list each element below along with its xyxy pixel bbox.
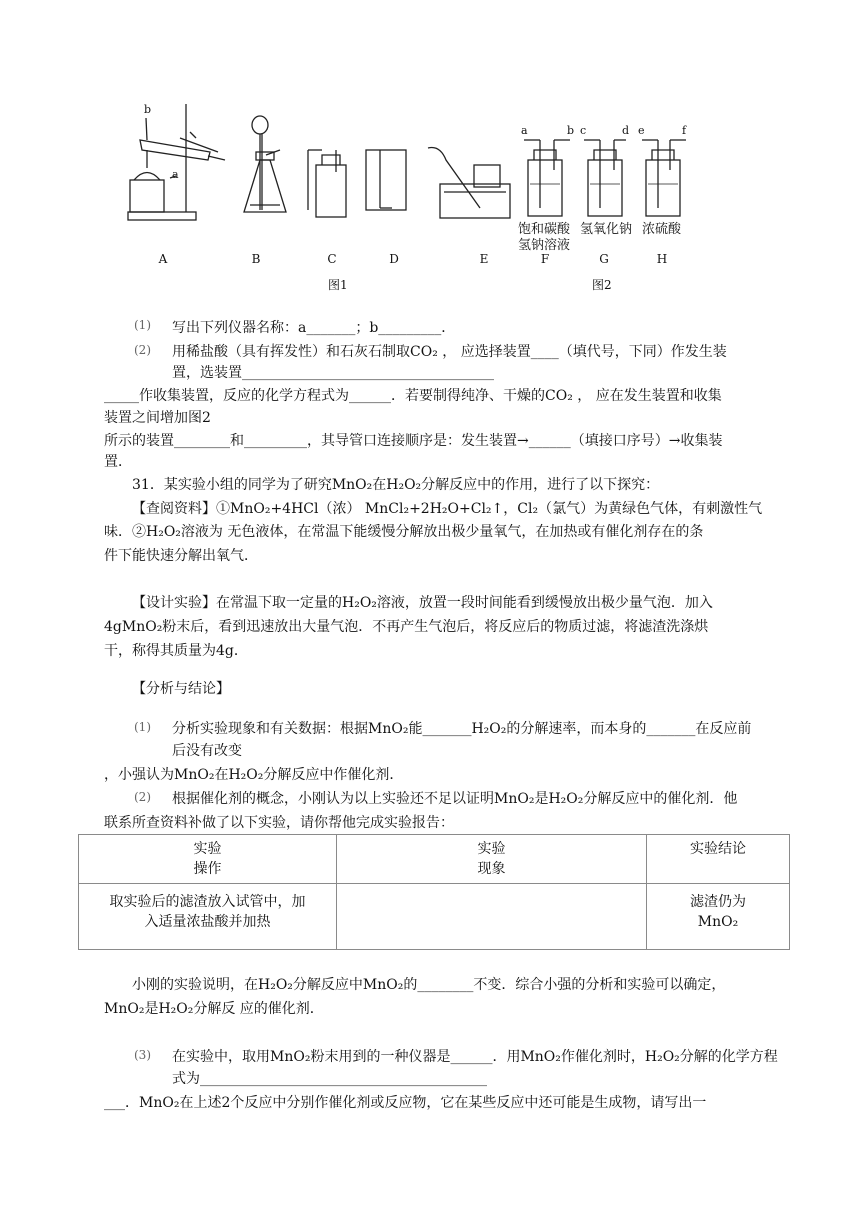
design-line2: 4gMnO₂粉末后，看到迅速放出大量气泡．不再产生气泡后，将反应后的物质过滤，将滤渣洗涤烘 bbox=[104, 619, 709, 635]
port-d: d bbox=[622, 124, 630, 137]
cell-conclusion: 滤渣仍为 MnO₂ bbox=[647, 884, 790, 950]
q2-line2: 置，选装置____________________________________ bbox=[172, 365, 494, 381]
conclusion-line2: MnO₂是H₂O₂分解反 应的催化剂． bbox=[104, 1001, 324, 1017]
reference-line1: 【查阅资料】①MnO₂+4HCl（浓） MnCl₂+2H₂O+Cl₂↑，Cl₂（氯气）为黄绿色气体，有刺激性气 bbox=[132, 501, 763, 517]
analysis3-line3: ___．MnO₂在上述2个反应中分别作催化剂或反应物，它在某些反应中还可能是生成物，请写出一 bbox=[104, 1095, 707, 1111]
port-e: e bbox=[638, 124, 645, 137]
label-H: H bbox=[656, 252, 668, 266]
label-D: D bbox=[389, 252, 399, 266]
label-E: E bbox=[479, 252, 489, 266]
q2-line4: 装置之间增加图2 bbox=[104, 410, 211, 426]
label-A: A bbox=[158, 252, 168, 266]
conclusion-line1: 小刚的实验说明，在H₂O₂分解反应中MnO₂的________不变．综合小强的分析和实验可以确定， bbox=[132, 977, 726, 993]
fig1-caption: 图1 bbox=[328, 278, 348, 292]
label-b-small: b bbox=[144, 103, 152, 116]
table-header-row bbox=[79, 835, 790, 884]
port-b: b bbox=[567, 124, 575, 137]
analysis2-line2: 联系所查资料补做了以下实验，请你帮他完成实验报告： bbox=[104, 815, 454, 831]
reference-line2: 味．②H₂O₂溶液为 无色液体，在常温下能缓慢分解放出极少量氧气，在加热或有催化剂存在的条 bbox=[104, 524, 704, 540]
header-operation: 实验 操作 bbox=[79, 835, 337, 884]
a2-number: (2) bbox=[134, 790, 151, 804]
reference-line3: 件下能快速分解出氧气． bbox=[104, 548, 258, 564]
report-table bbox=[78, 834, 790, 950]
fig2-caption: 图2 bbox=[592, 278, 612, 292]
design-line1: 【设计实验】在常温下取一定量的H₂O₂溶液，放置一段时间能看到缓慢放出极少量气泡．加入 bbox=[132, 595, 713, 611]
q2-line5: 所示的装置________和_________，其导管口连接顺序是：发生装置→______（填接口序号）→收集装 bbox=[104, 433, 723, 449]
design-line3: 干，称得其质量为4g． bbox=[104, 643, 248, 659]
port-c: c bbox=[580, 124, 587, 137]
analysis1-line1: 分析实验现象和有关数据：根据MnO₂能_______H₂O₂的分解速率，而本身的_______在反应前 bbox=[172, 721, 752, 737]
label-C: C bbox=[327, 252, 337, 266]
cell-operation: 取实验后的滤渣放入试管中，加 入适量浓盐酸并加热 bbox=[79, 884, 337, 950]
q2-number: (2) bbox=[134, 343, 151, 357]
table-row bbox=[79, 884, 790, 950]
bottle-label-f2: 氢钠溶液 bbox=[518, 238, 571, 253]
analysis-heading: 【分析与结论】 bbox=[132, 681, 230, 697]
bottle-label-g: 氢氧化钠 bbox=[580, 222, 633, 237]
q1-text: 写出下列仪器名称：a_______；b_________． bbox=[172, 320, 456, 336]
q2-line1: 用稀盐酸（具有挥发性）和石灰石制取CO₂ ， 应选择装置____（填代号，下同）作发生装 bbox=[172, 344, 727, 360]
header-phenomenon: 实验 现象 bbox=[337, 835, 647, 884]
analysis2-line1: 根据催化剂的概念，小刚认为以上实验还不足以证明MnO₂是H₂O₂分解反应中的催化剂．他 bbox=[172, 791, 738, 807]
analysis1-line2: 后没有改变 bbox=[172, 743, 242, 759]
bottle-label-h: 浓硫酸 bbox=[642, 222, 682, 237]
analysis3-line2: 式为_________________________________________ bbox=[172, 1071, 487, 1087]
apparatus-figure bbox=[0, 0, 868, 300]
port-f: f bbox=[682, 124, 687, 137]
analysis1-line3: ，小强认为MnO₂在H₂O₂分解反应中作催化剂． bbox=[104, 767, 404, 783]
analysis3-line1: 在实验中，取用MnO₂粉末用到的一种仪器是______．用MnO₂作催化剂时，H₂O₂分解的化学方程 bbox=[172, 1049, 778, 1065]
q1-number: (1) bbox=[134, 318, 151, 332]
label-G: G bbox=[599, 252, 609, 266]
label-F: F bbox=[540, 252, 550, 266]
a3-number: (3) bbox=[134, 1048, 151, 1062]
q2-line6: 置． bbox=[104, 454, 132, 470]
port-a: a bbox=[521, 124, 528, 137]
label-B: B bbox=[251, 252, 261, 266]
q2-line3: _____作收集装置，反应的化学方程式为______．若要制得纯净、干燥的CO₂ ， 应在发生装置和收集 bbox=[104, 388, 722, 404]
cell-phenomenon[interactable] bbox=[337, 884, 647, 950]
q31-intro: 31．某实验小组的同学为了研究MnO₂在H₂O₂分解反应中的作用，进行了以下探究： bbox=[132, 477, 660, 493]
bottle-label-f1: 饱和碳酸 bbox=[518, 222, 571, 237]
header-conclusion: 实验结论 bbox=[647, 835, 790, 884]
a1-number: (1) bbox=[134, 720, 151, 734]
label-a-small: a bbox=[172, 168, 179, 181]
